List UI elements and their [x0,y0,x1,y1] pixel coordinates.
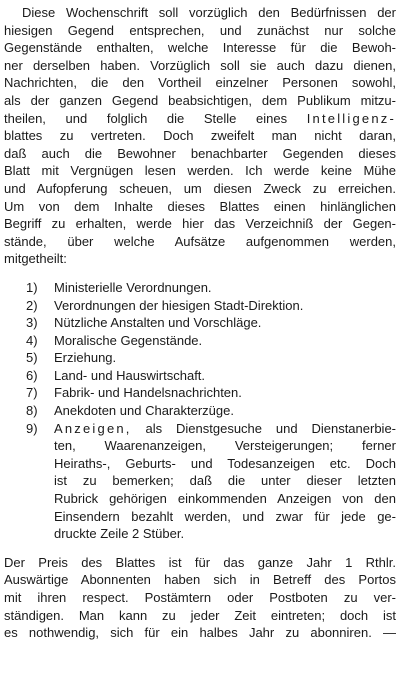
text-segment: als Dienstgesuche und Dienstanerbie- [145,420,396,436]
list-item-text: Ministerielle Verordnungen. [54,279,212,295]
list-item [4,279,396,297]
text-segment: theilen, und folglich die Stelle eines [4,110,288,126]
list-item-text: Rubrick gehörigen einkommenden Anzeigen von den [54,491,396,507]
text-line: ner derselben haben. Vorzüglich soll sie auch dazu dienen, [4,57,396,73]
list-item-text: ten, Waarenanzeigen, Versteigerungen; ferner [54,438,396,454]
intro-paragraph [4,4,396,268]
list-item-text: druckte Zeile 2 Stüber. [54,526,185,542]
list-item-text: Erziehung. [54,350,117,366]
list-item [4,297,396,315]
text-line: blattes zu vertreten. Doch zweifelt man nicht daran, [4,128,396,144]
text-line: Gegenstände enthalten, welche Interesse für die Bewoh- [4,40,396,56]
list-item-text: Heiraths-, Geburts- und Todesanzeigen etc. Doch [54,455,396,471]
text-line: daß auch die Bewohner benachbarter Gegenden dieses [4,145,396,161]
spaced-word: Anzeigen, [54,420,132,436]
list-item-text: ist zu bemerken; daß die unter dieser letzten [54,473,396,489]
text-line: mitgetheilt: [4,251,67,267]
list-item [4,402,396,420]
list-item [4,384,396,402]
list-number: 4) [26,332,38,348]
list-item-text: Nützliche Anstalten und Vorschläge. [54,315,262,331]
closing-paragraph [4,554,396,642]
text-line [4,110,396,128]
text-line: als der ganzen Gegend beabsichtigen, dem Publikum mitzu- [4,92,396,108]
list-number: 1) [26,279,38,295]
text-line: Um von dem Inhalte dieses Blattes einen hinlänglichen [4,198,396,214]
text-line: mit ihren respect. Postämtern oder Postboten zu ver- [4,590,396,605]
list-number: 7) [26,385,38,401]
list-item-text: Moralische Gegenstände. [54,332,203,348]
spaced-word: Intelligenz- [306,110,396,126]
text-line: Nachrichten, die den Vortheil einzelner Personen sowohl, [4,75,396,91]
list-item-text: Fabrik- und Handelsnachrichten. [54,385,242,401]
text-line: Diese Wochenschrift soll vorzüglich den Bedürfnissen der [22,5,396,20]
list-item-text: Land- und Hauswirtschaft. [54,367,206,383]
text-line: stände, über welche Aufsätze aufgenommen werden, [4,233,396,249]
list-number: 6) [26,367,38,383]
list-item-text [54,420,396,438]
topic-list [4,279,396,543]
list-item-text: Anekdoten und Charakterzüge. [54,403,234,419]
text-line: Blatt mit Vergnügen lesen werden. Ich werde keine Mühe [4,163,396,179]
list-item [4,349,396,367]
text-line: Auswärtige Abonnenten haben sich in Betreff des Portos [4,572,396,588]
list-item [4,420,396,543]
list-item [4,367,396,385]
text-line: es nothwendig, sich für ein halbes Jahr zu abonniren. — [4,625,396,641]
text-line: hiesigen Gegend entsprechen, und zunächst nur solche [4,22,396,38]
text-line: Begriff zu erhalten, werde hier das Verzeichniß der Gegen- [4,216,396,232]
text-line: und Aufopferung scheuen, um diesen Zweck zu erreichen. [4,180,396,196]
list-item-text: Einsendern bezahlt werden, und zwar für jede ge- [54,508,396,524]
list-item-text: Verordnungen der hiesigen Stadt-Direktion. [54,297,304,313]
list-number: 8) [26,403,38,419]
list-item [4,314,396,332]
list-number: 9) [26,420,38,436]
text-line: ständigen. Man kann zu jeder Zeit eintreten; doch ist [4,607,396,623]
list-number: 3) [26,315,38,331]
list-item [4,332,396,350]
list-number: 5) [26,350,38,366]
list-number: 2) [26,297,38,313]
text-line: Der Preis des Blattes ist für das ganze Jahr 1 Rthlr. [4,554,396,570]
